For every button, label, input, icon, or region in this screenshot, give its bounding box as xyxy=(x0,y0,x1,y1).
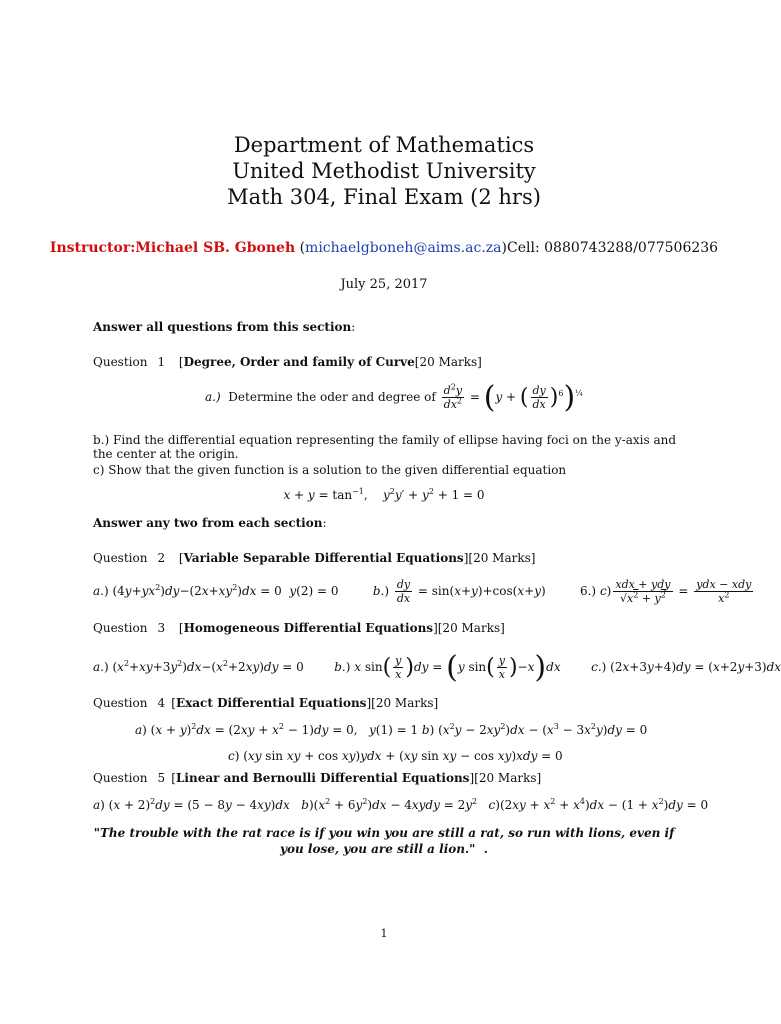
question-3-heading: Question 3 [Homogeneous Differential Equations][20 Marks] xyxy=(93,621,505,635)
question-5-heading: Question 5 [Linear and Bernoulli Differential Equations][20 Marks] xyxy=(93,771,542,785)
q1-part-a: a.) Determine the oder and degree of $\frac{d^2y}{dx^2}$ = (y + ( $\frac{dy}{dx}$ )$^6$)$^{\frac{1}{4}}$ xyxy=(205,380,583,415)
header-course: Math 304, Final Exam (2 hrs) xyxy=(227,185,541,209)
question-1-heading: Question 1 [Degree, Order and family of Curve[20 Marks] xyxy=(93,355,482,369)
instructor-line: Instructor:Michael SB. Gboneh (michaelgboneh@aims.ac.za)Cell: 0880743288/077506236 xyxy=(49,240,719,256)
q2-equations: a.) $(4y+yx^2)dy-(2x+xy^2)dx = 0$ y(2) = 0 b.) $\frac{dy}{dx}$ = sin(x+y)+cos(x+y) 6.) c) $\frac{\text{xdx + ydy}}{√x^2 + y^2}$ = $\frac{\text{ydx − xdy}}{x^2}$ xyxy=(93,578,752,605)
section2-instruction: Answer any two from each section: xyxy=(93,516,327,530)
question-4-heading: Question 4 [Exact Differential Equations][20 Marks] xyxy=(93,696,439,710)
instructor-cell: Cell: 0880743288/077506236 xyxy=(507,240,719,256)
q4-equation-c: c) (xy sin xy + cos xy)ydx + (xy sin xy − cos xy)xdy = 0 xyxy=(228,749,563,763)
q1-part-c: c) Show that the given function is a solution to the given differential equation xyxy=(93,463,567,477)
q1-part-c-equation: $x + y = \tan^{-1}$, $y^2y' + y^2 + 1 = 0$ xyxy=(283,487,485,502)
q5-equations: a) $(x + 2)^2dy = (5 - 8y - 4xy)dx$ $b)(x^2 + 6y^2)dx$ − 4xydy = $2y^2$ $c)(2xy + x^2 + x^4)dx - (1 + x^2)dy = 0$ xyxy=(93,797,709,812)
q1-part-b: b.) Find the differential equation representing the family of ellipse having foci on the y-axis and the center at the origin. xyxy=(93,433,677,461)
question-2-heading: Question 2 [Variable Separable Differential Equations][20 Marks] xyxy=(93,551,536,565)
header-department: Department of Mathematics xyxy=(233,133,535,157)
q4-equations-ab: a) $(x + y)^2dx = (2xy + x^2 - 1)dy = 0$, y(1) = 1 b) $(x^2y - 2xy^2)dx - (x^3 - 3x^2y)dy = 0$ xyxy=(135,722,648,737)
closing-quote: "The trouble with the rat race is if you win you are still a rat, so run with lions, even if you lose, you are still a lion." . xyxy=(93,826,675,856)
instructor-email-link[interactable]: michaelgboneh@aims.ac.za xyxy=(305,240,502,256)
header-university: United Methodist University xyxy=(232,159,536,183)
instructor-name: Instructor:Michael SB. Gboneh xyxy=(49,240,296,256)
page-number: 1 xyxy=(380,927,388,940)
q3-equations: a.) $(x^2+xy+3y^2)dx-(x^2+2xy)dy = 0$ b.) x sin( $\frac{y}{x}$ )dy = (y sin( $\frac{y}{x}$ )−x)dx c.) (2x+3y+4)dy = (x+2y+3)dx xyxy=(93,650,781,685)
section1-instruction: Answer all questions from this section: xyxy=(93,320,356,334)
exam-date: July 25, 2017 xyxy=(340,277,428,292)
